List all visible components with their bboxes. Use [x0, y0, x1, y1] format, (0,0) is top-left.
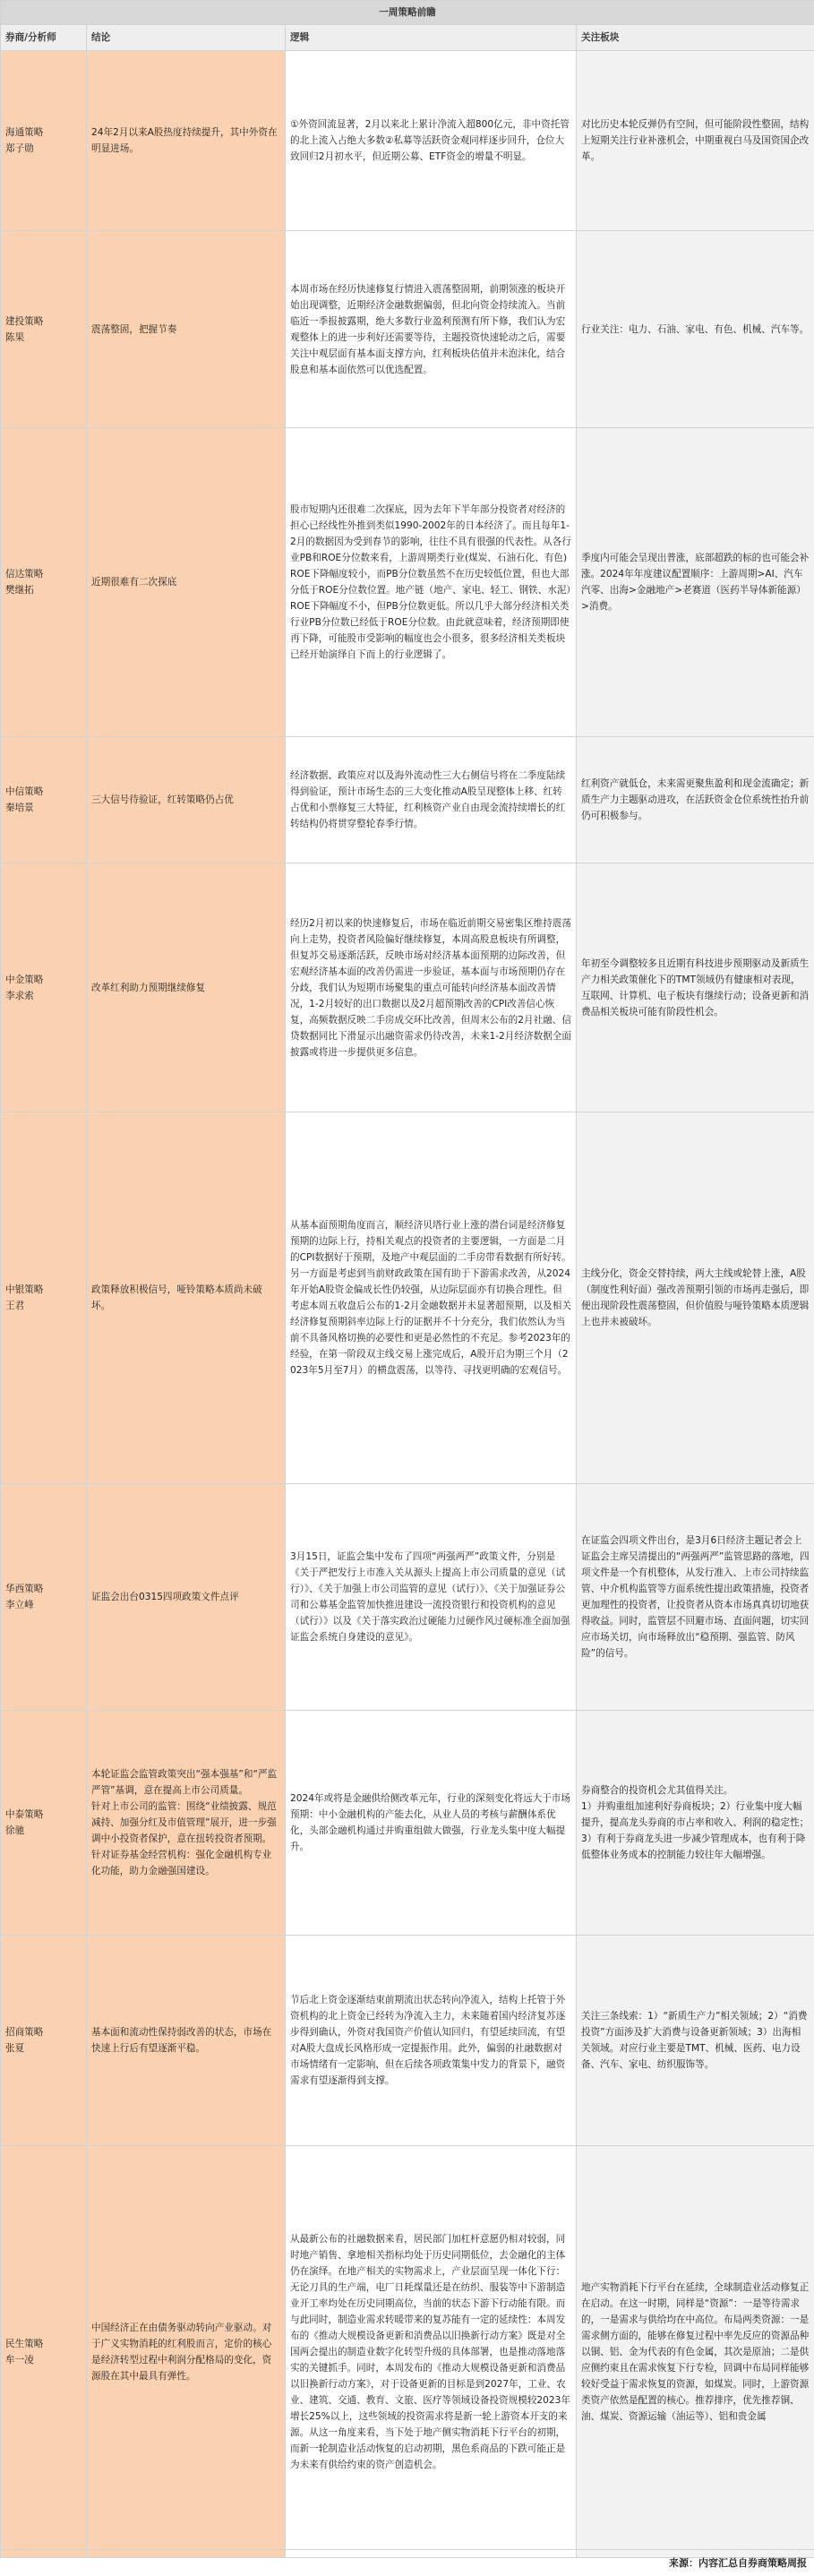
firm-cell: [1, 737, 87, 863]
firm-name: 民生策略: [5, 2338, 44, 2349]
logic-cell: 经济数据、政策应对以及海外流动性三大右侧信号将在二季度陆续得到验证，预计市场生态的三大变化推动A股呈现整体上移、红转占优和小票修复三大特征，红利核资产业自由现金流持续增长的红转结构仍将贯穿整轮春季行情。: [286, 737, 577, 863]
conclusion-cell: 近期很难有二次探底: [87, 428, 286, 737]
header-logic: 逻辑: [286, 25, 577, 51]
analyst-name: 李求索: [5, 990, 34, 1001]
logic-cell: 节后北上资金逐渐结束前期流出状态转向净流入，结构上托管于外资机构的北上资金已经转为净流入主力，未来随着国内经济复苏逐步得到确认，外资对我国资产价值认知回归，有望延续回流，有望对A股大盘成长风格形成一定提振作用。此外，偏弱的社融数据对市场情绪有一定影响，但在后续各项政策集中发力的背景下，融资需求有望逐渐得到支撑。: [286, 1936, 577, 2146]
analyst-name: 李立峰: [5, 1600, 34, 1610]
logic-cell: 本周市场在经历快速修复行情进入震荡整固期，前期领涨的板块开始出现调整，近期经济金融数据偏弱，但北向资金持续流入。当前临近一季报披露期，绝大多数行业盈利预测有所下修，我们认为宏观整体上的进一步利好还需要等待，主题投资快速轮动之后，需要关注中观层面有基本面支撑方向，红利板块估值并未泡沫化，结合股息和基本面依然可以优选配置。: [286, 231, 577, 428]
table-title-row: [1, 1, 814, 25]
table-title: 一周策略前瞻: [1, 1, 814, 25]
focus-cell: 关注三条线索：1）“新质生产力”相关领域；2）“消费投资”方面涉及扩大消费与设备更新领域；3）出海相关领域。对应行业主要是TMT、机械、医药、电力设备、汽车、家电、纺织服饰等。: [577, 1936, 814, 2146]
analyst-name: 郑子勋: [5, 143, 34, 154]
conclusion-cell: 24年2月以来A股热度持续提升，其中外资在明显进场。: [87, 51, 286, 231]
analyst-name: 王君: [5, 1301, 25, 1311]
table-row: [1, 428, 814, 737]
table-row: [1, 737, 814, 863]
firm-cell: [1, 1112, 87, 1484]
table-row: [1, 2146, 814, 2558]
firm-cell: [1, 1484, 87, 1711]
firm-name: 信达策略: [5, 569, 44, 580]
table-row: [1, 863, 814, 1112]
table-row: [1, 1936, 814, 2146]
conclusion-cell: 三大信号待验证，红转策略仍占优: [87, 737, 286, 863]
logic-cell: 从基本面预期角度而言，顺经济贝塔行业上涨的潜台词是经济修复预期的边际上行，持相关观点的投资者的主要逻辑，一方面是二月的CPI数据好于预期，及地产中观层面的二手房带看数据有所好转。另一方面是考虑到当前财政政策在国有助于下游需求改善，从2024年开始A股资金偏成长性仍较强，从边际层面亦有切换合理性。但考虑本周五收盘后公布的1-2月金融数据并未显著超预期，以及相关经济修复预期斜率边际上行的证据并不十分充分，我们依然认为当前不具备风格切换的必要性和更是必然性的不充足。参考2023年的经验，在第一阶段双主线交易上涨完成后，A股开启为期三个月（2023年5月至7月）的横盘震荡，以等待、寻找更明确的宏观信号。: [286, 1112, 577, 1484]
table-row: [1, 1112, 814, 1484]
conclusion-cell: 基本面和流动性保持弱改善的状态，市场在快速上行后有望逐渐平稳。: [87, 1936, 286, 2146]
conclusion-cell: 改革红利助力预期继续修复: [87, 863, 286, 1112]
table-row: [1, 1484, 814, 1711]
firm-cell: [1, 1711, 87, 1936]
firm-cell: [1, 2146, 87, 2558]
header-firm: 券商/分析师: [1, 25, 87, 51]
firm-cell: [1, 863, 87, 1112]
analyst-name: 樊继拓: [5, 585, 34, 596]
logic-cell: 从最新公布的社融数据来看，居民部门加杠杆意愿仍相对较弱，同时地产销售、拿地相关指标均处于历史同期低位，去金融化的主体仍在演绎。在地产相关的实物需求上，产业层面呈现一体化下行：无论刀具的生产端，电厂日耗煤量还是在纺织、服装等中下游制造业开工率均处在历史同期高位，当前的状态下游下行动能有限。而与此同时，制造业需求转暖带来的复苏能有一定的延续性：本周发布的《推动大规模设备更新和消费品以旧换新行动方案》既是对全国两会提出的制造业数字化转型升级的具体部署，也是推动落地落实的关键抓手。同时，本周发布的《推动大规模设备更新和消费品以旧换新行动方案》，对于设备更新的目标是到2027年，工业、农业、建筑、交通、教育、文旅、医疗等领域设备投资规模较2023年增长25%以上，这些领域的投资需求将是新一轮上游资本开支的来源。从这一角度来看，当下处于地产侧实物消耗下行平台的初期，而新一轮制造业活动恢复的启动初期，黑色系商品的下跌可能正是为未来有供给约束的资产创造机会。: [286, 2146, 577, 2558]
header-focus: 关注板块: [577, 25, 814, 51]
conclusion-cell: 震荡整固，把握节奏: [87, 231, 286, 428]
firm-cell: [1, 428, 87, 737]
firm-name: 建投策略: [5, 315, 44, 327]
focus-cell: 对比历史本轮反弹仍有空间，但可能阶段性整固，结构上短期关注行业补涨机会，中期重视白马及国资国企改革。: [577, 51, 814, 231]
table-row: [1, 51, 814, 231]
conclusion-cell: 本轮证监会监管政策突出“强本强基”和“严监严管”基调，意在提高上市公司质量。 针对上市公司的监管：围绕“业绩披露、规范减持、加强分红及市值管理”展开，进一步强调中小投资者保护，意在扭转投资者预期。 针对证券基金经营机构：强化金融机构专业化功能，助力金融强国建设。: [87, 1711, 286, 1936]
focus-cell: 地产实物消耗下行平台在延续，全球制造业活动修复正在启动。在这一时期，同样是“资源”：一是等待需求的，一是需求与供给均在中高位。布局两类资源：一是需求侧方面的，能够在修复过程中率先反应的资源品种以铜、铝、金为代表的有色金属，其次是原油；二是供应侧约束且在需求恢复下行专检，回调中布局同样能够较好受益于需求恢复的资源，如煤炭。同时，上游资源类资产依然是配置的核心。推荐排序，优先推荐铜、油、煤炭、资源运输（油运等）、铝和贵金属: [577, 2146, 814, 2558]
analyst-name: 牟一凌: [5, 2354, 34, 2366]
header-conclusion: 结论: [87, 25, 286, 51]
logic-cell: 股市短期内还很难二次探底，因为去年下半年部分投资者对经济的担心已经线性外推到类似1990-2002年的日本经济了。而且每年1-2月的数据因为受到春节的影响，往往不具有很强的代表性。从各行业PB和ROE分位数来看，上游周期类行业(煤炭、石油石化、有色)ROE下降幅度较小，而PB分位数虽然不在历史较低位置，但也大部分低于ROE分位数位置。地产链（地产、家电、轻工、钢铁、水泥）ROE下降幅度不小，但PB分位数更低。所以几乎大部分经济相关类行业PB分位数已经低于ROE分位数。由此就意味着，经济预期即使再下降，可能股市受影响的幅度也会小很多，很多经济相关类板块已经开始演绎自下而上的行业逻辑了。: [286, 428, 577, 737]
focus-cell: 行业关注：电力、石油、家电、有色、机械、汽车等。: [577, 231, 814, 428]
focus-cell: 券商整合的投资机会尤其值得关注。 1）并购重组加速利好券商板块；2）行业集中度大幅提升，提高龙头券商的市占率和收入、利润的稳定性；3）有利于券商龙头进一步减少管理成本，也有利于降低整体业务成本的控制能力较往年大幅增强。: [577, 1711, 814, 1936]
firm-name: 中泰策略: [5, 1809, 44, 1820]
table-header-row: [1, 25, 814, 51]
logic-cell: 3月15日，证监会集中发布了四项“两强两严”政策文件，分别是《关于严把发行上市准入关从源头上提高上市公司质量的意见（试行）》、《关于加强上市公司监管的意见（试行）》、《关于加强证券公司和公募基金监管加快推进建设一流投资银行和投资机构的意见（试行）》以及《关于落实政治过硬能力过硬作风过硬标准全面加强证监会系统自身建设的意见》。: [286, 1484, 577, 1711]
focus-cell: 红利资产就低仓，未来需更聚焦盈利和现金流确定；新质生产力主题驱动进攻，在活跃资金仓位系统性抬升前仍可积极参与。: [577, 737, 814, 863]
table-row: [1, 231, 814, 428]
firm-cell: [1, 51, 87, 231]
firm-name: 中金策略: [5, 974, 44, 985]
focus-cell: 主线分化，资金交替持续，两大主线或轮替上涨，A股（制度性利好面）强改善预期引领的市场再走强后，即便出现阶段性震荡整固，但价值股与哑铃策略本质逻辑上也并未被破坏。: [577, 1112, 814, 1484]
analyst-name: 秦培景: [5, 803, 34, 813]
analyst-name: 陈果: [5, 331, 25, 343]
analyst-name: 张夏: [5, 2043, 25, 2054]
firm-name: 招商策略: [5, 2027, 44, 2038]
logic-cell: ①外资回流显著，2月以来北上累计净流入超800亿元，非中资托管的北上流入占绝大多数②私募等活跃资金观同样逐步回升，仓位大致回归2月初水平，但近期公募、ETF资金的增量不明显。: [286, 51, 577, 231]
logic-cell: 2024年或将是金融供给侧改革元年，行业的深刻变化将远大于市场预期：中小金融机构的产能去化，从业人员的考核与薪酬体系优化，头部金融机构通过并购重组做大做强，行业龙头集中度大幅提升。: [286, 1711, 577, 1936]
source-note: 来源：内容汇总自券商策略周报: [0, 2549, 814, 2576]
firm-cell: [1, 1936, 87, 2146]
firm-name: 中信策略: [5, 786, 44, 797]
logic-cell: 经历2月初以来的快速修复后，市场在临近前期交易密集区维持震荡向上走势，投资者风险偏好继续修复，本周高股息板块有所调整，但复苏交易逐渐活跃，反映市场对经济基本面预期的边际改善，但宏观经济基本面的改善仍需进一步验证，基本面与市场预期仍存在分歧，我们认为短期市场聚集的重点可能转向经济基本面改善情况，1-2月较好的出口数据以及2月超预期改善的CPI改善信心恢复，高频数据反映二手房成交环比改善，但周末公布的2月社融、信贷数据同比下滑显示出融资需求仍待改善，未来1-2月经济数据全面披露或将进一步提供更多信息。: [286, 863, 577, 1112]
firm-cell: [1, 231, 87, 428]
conclusion-cell: 中国经济正在由债务驱动转向产业驱动。对于广义实物消耗的红利股而言，定价的核心是经济转型过程中利润分配格局的变化，资源股在其中最具有弹性。: [87, 2146, 286, 2558]
conclusion-cell: 政策释放积极信号，哑铃策略本质尚未破坏。: [87, 1112, 286, 1484]
firm-name: 华西策略: [5, 1584, 44, 1594]
analyst-name: 徐驰: [5, 1825, 25, 1836]
conclusion-cell: 证监会出台0315四项政策文件点评: [87, 1484, 286, 1711]
focus-cell: 季度内可能会呈现出普涨，底部超跌的标的也可能会补涨。2024年年度建议配置顺序：上游周期>AI、汽车汽零、出海>金融地产>老赛道（医药半导体新能源）>消费。: [577, 428, 814, 737]
table-row: [1, 1711, 814, 1936]
focus-cell: 在证监会四项文件出台，是3月6日经济主题记者会上证监会主席吴清提出的“两强两严”监管思路的落地，四项文件是一个有机整体，从发行准入、上市公司持续监管、中介机构监管等方面系统性提出政策措施，投资者更加理性的投资者，让投资者从资本市场真真切切地获得收益。同时，监管层不回避市场、直面问题，切实回应市场关切，向市场释放出“稳预期、强监管、防风险”的信号。: [577, 1484, 814, 1711]
focus-cell: 年初至今调整较多且近期有科技进步预期驱动及新质生产力相关政策催化下的TMT领域仍有健康相对表现，互联网、计算机、电子板块有继续行动；设备更新和消费品相关板块可能有阶段性机会。: [577, 863, 814, 1112]
firm-name: 中银策略: [5, 1284, 44, 1295]
firm-name: 海通策略: [5, 127, 44, 138]
